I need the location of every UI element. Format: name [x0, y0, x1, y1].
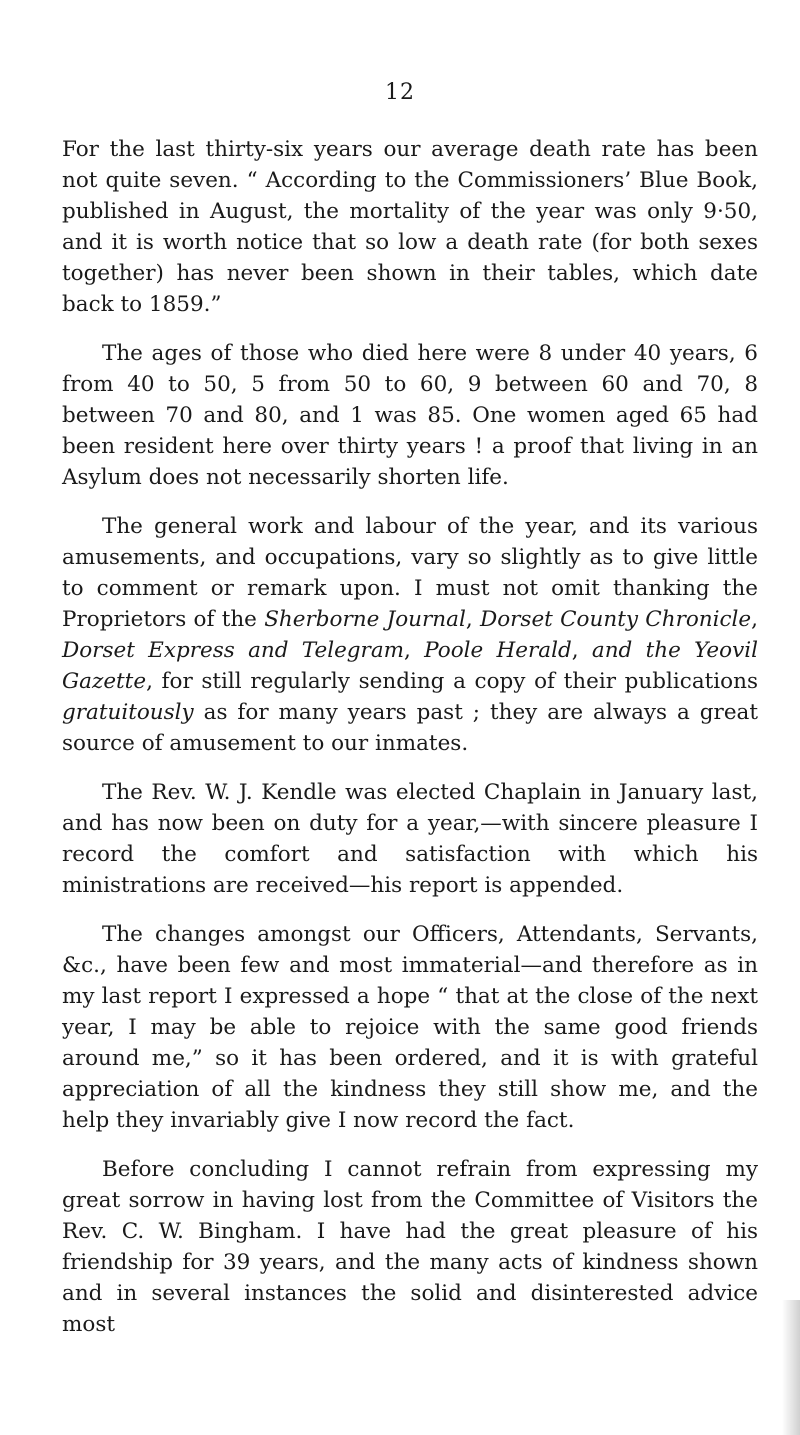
newspaper-title: Sherborne Journal: [264, 607, 466, 632]
newspaper-title: Dorset County Chronicle: [479, 607, 752, 632]
paragraph-conclusion: [62, 1154, 758, 1340]
paragraph-text: ,: [465, 607, 480, 632]
paragraph-text: For the last thirty-six years our average death rate has been not quite seven. “ According to the Commissioners’ Blue Book, published in August, the mortality of the year was only 9·50, and it is worth notice that so low a death rate (for both sexes together) has never been shown in their tables, which date back to 1859.”: [62, 137, 758, 317]
paragraph-chaplain: [62, 777, 758, 901]
paragraph-work-and-newspapers: [62, 511, 758, 759]
paragraph-text: The Rev. W. J. Kendle was elected Chaplain in January last, and has now been on duty for a year,—with sincere pleasure I record the comfort and satisfaction with which his ministrations are received—his report is appended.: [62, 780, 758, 898]
paragraph-text: The ages of those who died here were 8 under 40 years, 6 from 40 to 50, 5 from 50 to 60, 9 between 60 and 70, 8 between 70 and 80, and 1 was 85. One women aged 65 had been resident here over thirty years ! a proof that living in an Asylum does not necessarily shorten life.: [62, 341, 758, 490]
paragraph-text: ,: [404, 638, 425, 663]
paragraph-text: ,: [751, 607, 758, 632]
paragraph-text: ,: [571, 638, 592, 663]
newspaper-title: and the Yeovil Gazette: [62, 638, 758, 694]
newspaper-title: Dorset Express and Telegram: [62, 638, 405, 663]
paragraph-text: Before concluding I cannot refrain from expressing my great sorrow in having lost from the Committee of Visitors the Rev. C. W. Bingham. I have had the great pleasure of his friendship for 39 years, and the many acts of kindness shown and in several instances the solid and disinterested advice most: [62, 1157, 758, 1337]
emphasis-word: gratuitously: [62, 700, 194, 725]
paragraph-text: as for many years past ; they are always a great source of amusement to our inmates.: [62, 700, 758, 756]
paragraph-text: The general work and labour of the year, and its various amusements, and occupations, vary so slightly as to give little to comment or remark upon. I must not omit thanking the Proprietors of the: [62, 514, 758, 632]
paragraph-text: The changes amongst our Officers, Attendants, Servants, &c., have been few and most immaterial—and therefore as in my last report I expressed a hope “ that at the close of the next year, I may be able to rejoice with the same good friends around me,” so it has been ordered, and it is with grateful appreciation of all the kindness they still show me, and the help they invariably give I now record the fact.: [62, 922, 758, 1133]
paragraph-text: , for still regularly sending a copy of their publications: [146, 669, 758, 694]
body-text: [62, 134, 758, 1358]
page-number: 12: [385, 80, 415, 105]
paragraph-ages: [62, 338, 758, 493]
page-edge-shadow: [782, 1300, 800, 1435]
paragraph-mortality: [62, 134, 758, 320]
paragraph-staff-changes: [62, 919, 758, 1136]
newspaper-title: Poole Herald: [424, 638, 572, 663]
